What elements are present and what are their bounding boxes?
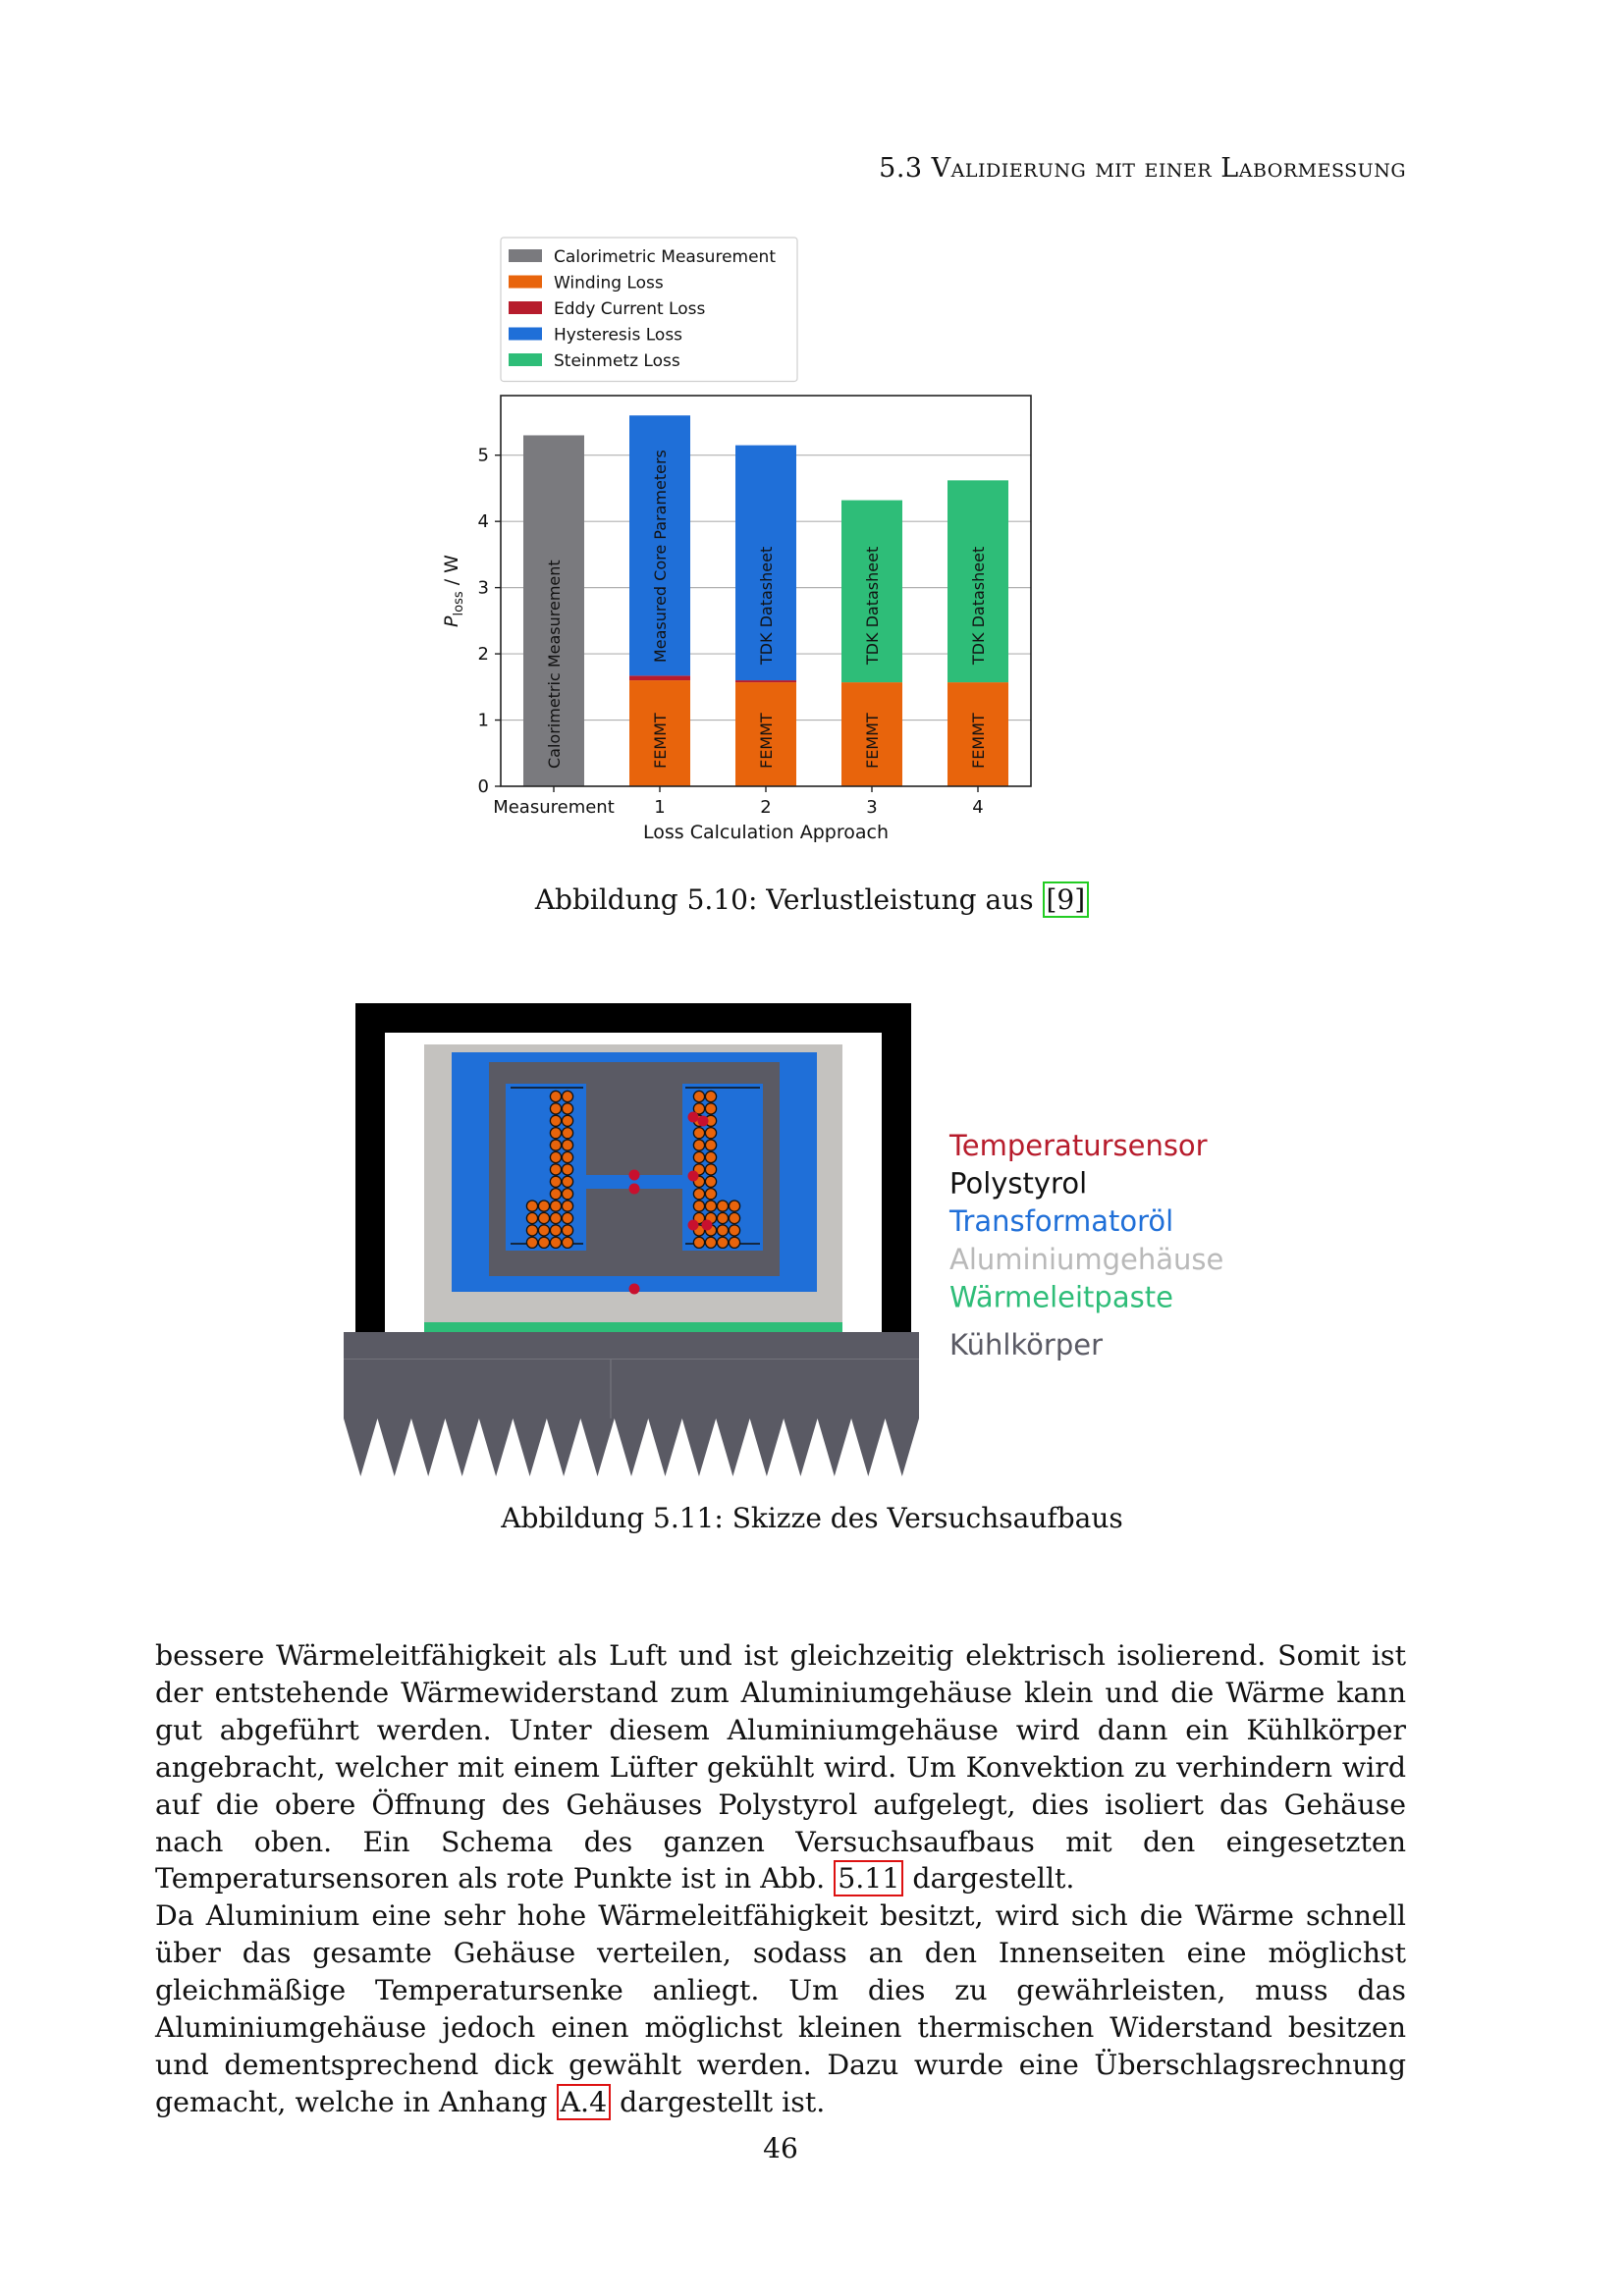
winding-turn <box>538 1212 549 1223</box>
chart-x-tick-label: 4 <box>972 797 984 818</box>
paragraph-2-text: Da Aluminium eine sehr hohe Wärmeleitfähigkeit besitzt, wird sich die Wärme schnell über das gesamte Gehäuse verteilen, sodass an den Innenseiten eine möglichst gleichmäßige Temperatursenke anliegt. Um dies zu gewährleisten, muss das Aluminiumgehäuse jedoch einen möglichst kleinen thermischen Widerstand besitzen und dementsprechend dick gewählt werden. Dazu wurde eine Überschlagsrechnung gemacht, welche in Anhang <box>155 1899 1406 2118</box>
winding-turn <box>538 1201 549 1211</box>
winding-turn <box>693 1151 704 1162</box>
figure-reference-link[interactable]: 5.11 <box>834 1860 903 1896</box>
temperature-sensor-dot <box>688 1171 699 1182</box>
winding-turn <box>562 1201 572 1211</box>
winding-turn <box>538 1237 549 1248</box>
chart-legend-label: Hysteresis Loss <box>554 325 683 346</box>
winding-turn <box>705 1164 716 1175</box>
winding-turn <box>562 1091 572 1101</box>
winding-turn <box>693 1091 704 1101</box>
temperature-sensor-dot <box>688 1112 699 1123</box>
heat-sink-fin-row <box>344 1418 919 1476</box>
winding-turn <box>705 1091 716 1101</box>
setup-legend-label: Wärmeleitpaste <box>949 1280 1173 1314</box>
winding-turn <box>550 1151 561 1162</box>
chart-x-tick-label: 2 <box>760 797 772 818</box>
heat-sink-fins <box>344 1418 919 1476</box>
chart-bar-label: TDK Datasheet <box>757 546 776 666</box>
chart-x-tick-label: Measurement <box>493 797 615 818</box>
winding-turn <box>550 1140 561 1150</box>
setup-legend-label: Polystyrol <box>949 1166 1088 1201</box>
temperature-sensor-dot <box>698 1116 709 1127</box>
temperature-sensor-dot <box>629 1184 640 1195</box>
figure-5-11-caption: Abbildung 5.11: Skizze des Versuchsaufbaus <box>501 1502 1123 1534</box>
chart-y-axis-label <box>441 555 466 627</box>
winding-turn <box>562 1189 572 1200</box>
chart-bar-label: FEMMT <box>969 713 988 769</box>
winding-turn <box>705 1140 716 1150</box>
winding-turn <box>562 1164 572 1175</box>
winding-turn <box>550 1091 561 1101</box>
chart-bar-label: TDK Datasheet <box>969 546 988 666</box>
winding-turn <box>705 1237 716 1248</box>
chart-bar-label: FEMMT <box>863 713 882 769</box>
winding-turn <box>562 1176 572 1187</box>
winding-turn <box>550 1176 561 1187</box>
paragraph-2-end: dargestellt ist. <box>611 2085 826 2118</box>
chart-bar-segment <box>735 680 796 682</box>
temperature-sensor-dot <box>702 1220 713 1231</box>
chart-legend-swatch <box>509 328 542 341</box>
body-text <box>155 1637 1406 2121</box>
temperature-sensor-dot <box>688 1220 699 1231</box>
winding-turn <box>562 1128 572 1139</box>
chart-y-tick-label: 2 <box>477 644 489 666</box>
winding-turn <box>562 1115 572 1126</box>
running-header: 5.3 Validierung mit einer Labormessung <box>879 153 1406 184</box>
temperature-sensor-dot <box>629 1284 640 1295</box>
winding-turn <box>693 1140 704 1150</box>
chart-bar-label: Measured Core Parameters <box>651 450 670 664</box>
paragraph-1-end: dargestellt. <box>903 1862 1075 1896</box>
chart-y-tick-label: 3 <box>477 577 489 599</box>
loss-chart <box>432 224 1119 852</box>
chart-y-tick-label: 1 <box>477 710 489 731</box>
winding-turn <box>550 1189 561 1200</box>
winding-turn <box>550 1237 561 1248</box>
paragraph-1-text: bessere Wärmeleitfähigkeit als Luft und ist gleichzeitig elektrisch isolierend. Somit ist der entstehende Wärmewiderstand zum Aluminiumgehäuse klein und die Wärme kann gut abgeführt werden. Unter diesem Aluminiumgehäuse wird dann ein Kühlkörper angebracht, welcher mit einem Lüfter gekühlt wird. Um Konvektion zu verhindern wird auf die obere Öffnung des Gehäuses Polystyrol aufgelegt, dies isoliert das Gehäuse nach oben. Ein Schema des ganzen Versuchsaufbaus mit den eingesetzten Temperatursensoren als rote Punkte ist in Abb. <box>155 1639 1406 1896</box>
chart-legend-label: Calorimetric Measurement <box>554 247 776 267</box>
winding-turn <box>717 1212 728 1223</box>
figure-5-10-caption-text: Abbildung 5.10: Verlustleistung aus <box>534 883 1043 916</box>
winding-turn <box>562 1237 572 1248</box>
winding-turn <box>705 1128 716 1139</box>
winding-turn <box>693 1237 704 1248</box>
paragraph-2 <box>155 1897 1406 2120</box>
chart-y-tick-label: 4 <box>477 511 489 533</box>
figure-5-10-caption <box>0 883 1624 916</box>
winding-turn <box>538 1225 549 1236</box>
winding-turn <box>550 1164 561 1175</box>
winding-turn <box>705 1176 716 1187</box>
winding-turn <box>550 1103 561 1114</box>
chart-bar-label: Calorimetric Measurement <box>545 560 564 769</box>
winding-turn <box>526 1212 537 1223</box>
winding-turn <box>562 1225 572 1236</box>
winding-turn <box>705 1189 716 1200</box>
setup-legend-label: Transformatoröl <box>949 1204 1174 1239</box>
heat-sink <box>344 1332 919 1476</box>
chart-legend-label: Steinmetz Loss <box>554 351 680 371</box>
chart-bar-label: FEMMT <box>757 713 776 769</box>
winding-turn <box>717 1225 728 1236</box>
page-number: 46 <box>763 2132 798 2164</box>
appendix-reference-link[interactable]: A.4 <box>557 2084 612 2120</box>
chart-legend-swatch <box>509 353 542 366</box>
chart-legend <box>501 238 797 382</box>
winding-turn <box>550 1225 561 1236</box>
winding-turn <box>550 1201 561 1211</box>
winding-turn <box>562 1140 572 1150</box>
chart-y-tick-label: 5 <box>477 445 489 466</box>
winding-turn <box>550 1212 561 1223</box>
winding-turn <box>562 1103 572 1114</box>
setup-legend-label: Aluminiumgehäuse <box>949 1242 1224 1276</box>
temperature-sensor-dot <box>629 1170 640 1181</box>
winding-turn <box>717 1237 728 1248</box>
winding-turn <box>729 1212 739 1223</box>
chart-x-tick-label: 1 <box>654 797 666 818</box>
chart-bar-segment <box>629 675 690 680</box>
winding-turn <box>526 1237 537 1248</box>
chart-legend-label: Eddy Current Loss <box>554 299 706 319</box>
chart-x-tick-label: 3 <box>866 797 878 818</box>
chart-legend-swatch <box>509 249 542 262</box>
winding-turn <box>693 1128 704 1139</box>
winding-turn <box>729 1201 739 1211</box>
winding-turn <box>693 1201 704 1211</box>
paragraph-1 <box>155 1637 1406 1897</box>
chart-legend-label: Winding Loss <box>554 273 664 294</box>
winding-turn <box>550 1128 561 1139</box>
chart-bar-label: FEMMT <box>651 713 670 769</box>
winding-turn <box>705 1151 716 1162</box>
chart-legend-swatch <box>509 301 542 314</box>
citation-link[interactable]: [9] <box>1043 881 1090 918</box>
setup-legend-label: Temperatursensor <box>949 1129 1208 1162</box>
winding-turn <box>562 1212 572 1223</box>
chart-y-axis-label-unit: / W <box>441 555 462 592</box>
winding-turn <box>705 1201 716 1211</box>
winding-turn <box>729 1237 739 1248</box>
winding-turn <box>693 1189 704 1200</box>
winding-turn <box>550 1115 561 1126</box>
chart-y-tick-label: 0 <box>477 776 489 797</box>
chart-y-axis-label-sub: loss <box>452 591 466 616</box>
chart-x-axis-label: Loss Calculation Approach <box>642 822 890 843</box>
winding-turn <box>729 1225 739 1236</box>
winding-turn <box>526 1201 537 1211</box>
winding-turn <box>526 1225 537 1236</box>
winding-turn <box>562 1151 572 1162</box>
thermal-paste-layer <box>424 1322 842 1332</box>
winding-turn <box>717 1201 728 1211</box>
setup-sketch <box>344 1003 1227 1476</box>
chart-y-axis-label-main: P <box>441 615 462 627</box>
chart-bar-label: TDK Datasheet <box>863 546 882 666</box>
setup-legend <box>948 1129 1223 1362</box>
chart-legend-swatch <box>509 276 542 289</box>
setup-legend-label: Kühlkörper <box>949 1328 1103 1362</box>
winding-turn <box>705 1103 716 1114</box>
